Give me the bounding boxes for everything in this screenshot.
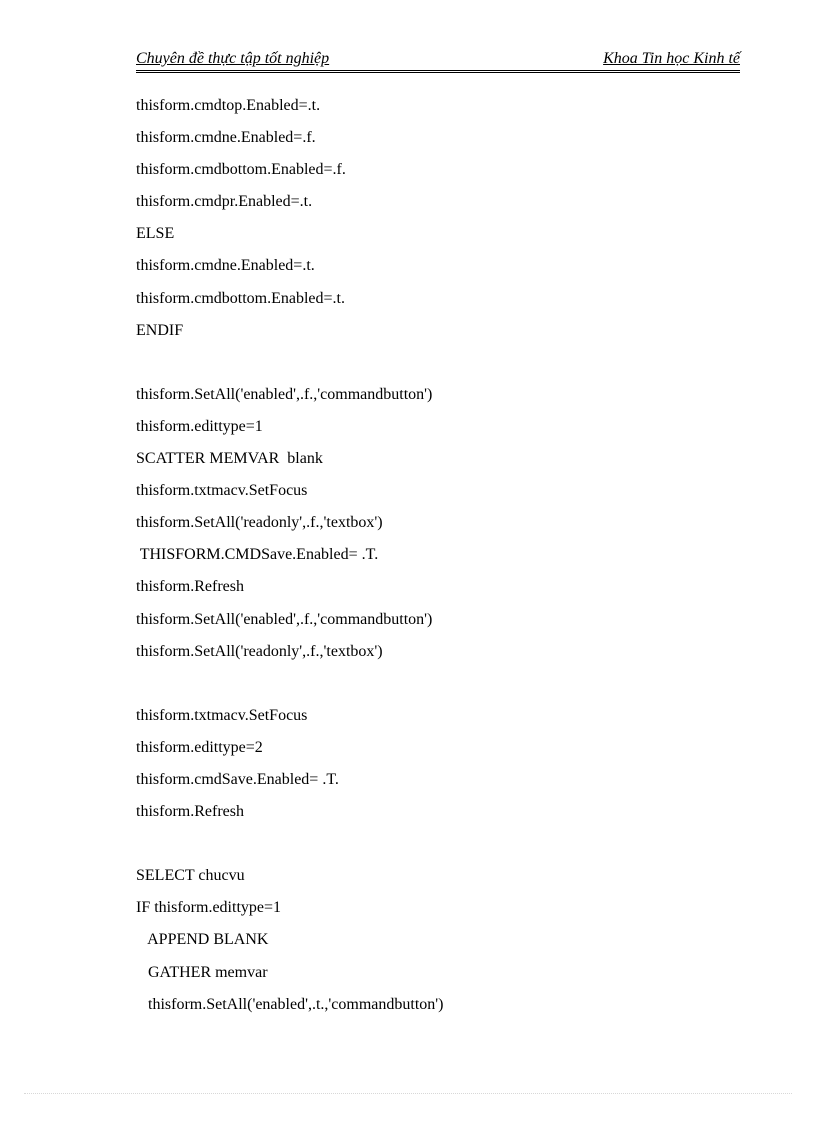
code-line: thisform.edittype=2 — [136, 738, 263, 756]
blank-line — [136, 671, 740, 703]
code-line: thisform.Refresh — [136, 578, 244, 596]
code-line: thisform.SetAll('readonly',.f.,'textbox') — [136, 514, 383, 532]
code-line: thisform.SetAll('readonly',.f.,'textbox') — [136, 642, 383, 660]
code-line: thisform.SetAll('enabled',.f.,'commandbutton') — [136, 385, 433, 403]
code-line: thisform.SetAll('enabled',.f.,'commandbutton') — [136, 610, 433, 628]
code-line: ENDIF — [136, 321, 184, 339]
page-header — [136, 49, 740, 71]
code-line: thisform.cmdpr.Enabled=.t. — [136, 193, 313, 211]
header-left-title: Chuyên đề thực tập tốt nghiệp — [136, 50, 330, 67]
code-line: thisform.SetAll('enabled',.t.,'commandbutton') — [136, 995, 444, 1013]
code-line: thisform.edittype=1 — [136, 417, 263, 435]
code-line: thisform.txtmacv.SetFocus — [136, 706, 308, 724]
blank-line — [136, 350, 740, 382]
header-rule — [136, 70, 740, 71]
code-line: thisform.cmdbottom.Enabled=.f. — [136, 161, 346, 179]
code-line: thisform.cmdSave.Enabled= .T. — [136, 770, 339, 788]
code-line: thisform.cmdne.Enabled=.f. — [136, 129, 316, 147]
code-listing — [136, 93, 740, 1024]
code-line: SELECT chucvu — [136, 867, 245, 885]
header-right-title: Khoa Tin học Kinh tế — [603, 50, 740, 67]
code-line: APPEND BLANK — [136, 931, 269, 949]
code-line: thisform.txtmacv.SetFocus — [136, 482, 308, 500]
code-line: THISFORM.CMDSave.Enabled= .T. — [136, 546, 379, 564]
page-bottom-dotted-rule — [24, 1093, 792, 1094]
header-rule-second — [136, 72, 740, 73]
code-line: SCATTER MEMVAR blank — [136, 450, 323, 468]
code-line: thisform.cmdtop.Enabled=.t. — [136, 97, 321, 114]
code-line: thisform.cmdne.Enabled=.t. — [136, 257, 315, 275]
blank-line — [136, 831, 740, 863]
code-line: ELSE — [136, 225, 175, 243]
code-line: thisform.cmdbottom.Enabled=.t. — [136, 289, 345, 307]
code-line: thisform.Refresh — [136, 803, 244, 821]
code-line: IF thisform.edittype=1 — [136, 899, 282, 917]
code-line: GATHER memvar — [136, 963, 268, 981]
